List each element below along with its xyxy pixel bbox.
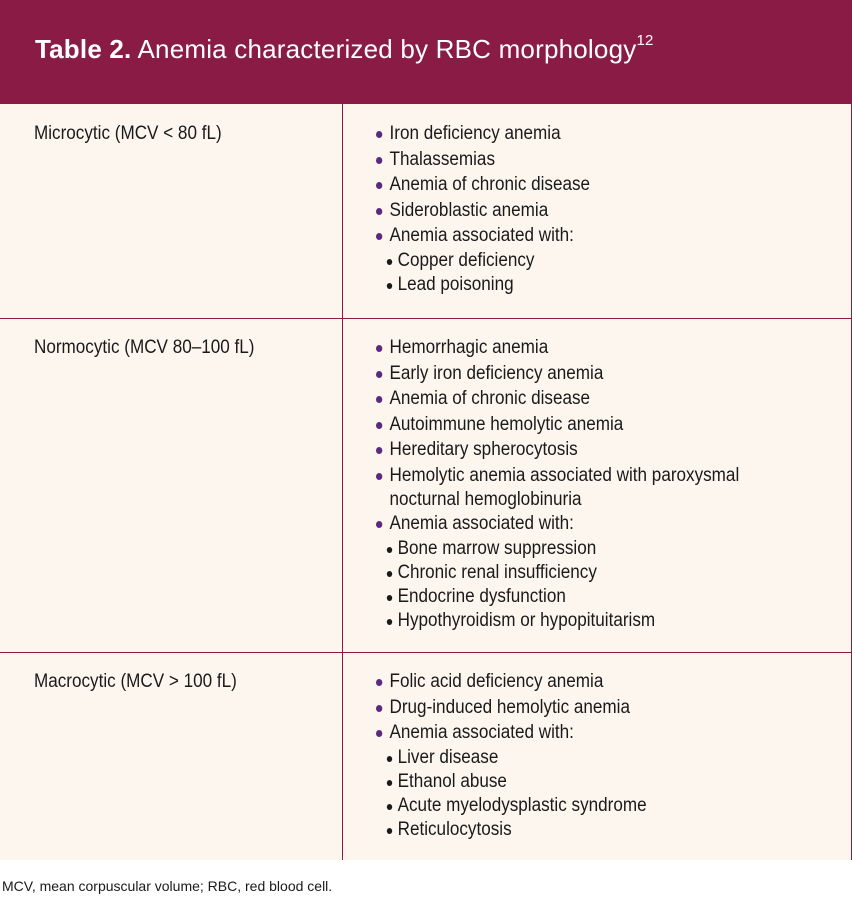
list-item: Sideroblastic anemia bbox=[376, 198, 590, 224]
sub-list-item: Ethanol abuse bbox=[376, 770, 647, 794]
list-item: Thalassemias bbox=[376, 147, 590, 173]
list-item: Anemia associated with: bbox=[376, 511, 739, 537]
bullet-icon bbox=[376, 473, 382, 480]
bullet-icon bbox=[376, 345, 382, 352]
list-item: Folic acid deficiency anemia bbox=[376, 669, 647, 695]
table-number: Table 2. bbox=[35, 34, 132, 64]
bullet-icon bbox=[376, 233, 382, 240]
table-title bbox=[35, 34, 654, 65]
bullet-icon bbox=[387, 780, 392, 786]
sub-list-item: Bone marrow suppression bbox=[376, 537, 739, 561]
bullet-icon bbox=[376, 131, 382, 138]
sub-list-item: Copper deficiency bbox=[376, 249, 590, 273]
list-item: Anemia of chronic disease bbox=[376, 386, 739, 412]
bullet-icon bbox=[387, 547, 392, 553]
category-cell: Macrocytic (MCV > 100 fL) bbox=[34, 671, 237, 692]
bullet-icon bbox=[387, 804, 392, 810]
list-item: Iron deficiency anemia bbox=[376, 121, 590, 147]
bullet-icon bbox=[376, 157, 382, 164]
sub-list-item: Endocrine dysfunction bbox=[376, 585, 739, 609]
category-cell: Normocytic (MCV 80–100 fL) bbox=[34, 337, 255, 358]
list-item: Anemia associated with: bbox=[376, 720, 647, 746]
sub-list-item: Acute myelodysplastic syndrome bbox=[376, 794, 647, 818]
list-item: Anemia of chronic disease bbox=[376, 172, 590, 198]
bullet-icon bbox=[387, 571, 392, 577]
column-divider bbox=[342, 104, 343, 860]
cause-list bbox=[376, 669, 677, 842]
table-row-microcytic bbox=[0, 104, 852, 319]
sub-list-item: Hypothyroidism or hypopituitarism bbox=[376, 609, 739, 633]
bullet-icon bbox=[376, 730, 382, 737]
bullet-icon bbox=[376, 679, 382, 686]
bullet-icon bbox=[387, 595, 392, 601]
sub-list-item: Liver disease bbox=[376, 746, 647, 770]
list-item: Hereditary spherocytosis bbox=[376, 437, 739, 463]
bullet-icon bbox=[376, 371, 382, 378]
list-item: Anemia associated with: bbox=[376, 223, 590, 249]
bullet-icon bbox=[376, 422, 382, 429]
category-cell: Microcytic (MCV < 80 fL) bbox=[34, 123, 222, 144]
bullet-icon bbox=[387, 619, 392, 625]
list-item: Autoimmune hemolytic anemia bbox=[376, 412, 739, 438]
sub-list-item: Reticulocytosis bbox=[376, 818, 647, 842]
list-item: Drug-induced hemolytic anemia bbox=[376, 695, 647, 721]
bullet-icon bbox=[376, 447, 382, 454]
bullet-icon bbox=[387, 756, 392, 762]
bullet-icon bbox=[376, 705, 382, 712]
bullet-icon bbox=[376, 396, 382, 403]
footnote: MCV, mean corpuscular volume; RBC, red blood cell. bbox=[2, 878, 333, 894]
table-title-text: Anemia characterized by RBC morphology bbox=[131, 34, 637, 64]
cause-list bbox=[376, 335, 780, 633]
reference-superscript: 12 bbox=[636, 32, 654, 49]
bullet-icon bbox=[387, 828, 392, 834]
bullet-icon bbox=[387, 259, 392, 265]
bullet-icon bbox=[387, 283, 392, 289]
cause-list bbox=[376, 121, 614, 297]
sub-list-item: Lead poisoning bbox=[376, 273, 590, 297]
bullet-icon bbox=[376, 182, 382, 189]
sub-list-item: Chronic renal insufficiency bbox=[376, 561, 739, 585]
list-item: Hemorrhagic anemia bbox=[376, 335, 739, 361]
bullet-icon bbox=[376, 521, 382, 528]
bullet-icon bbox=[376, 208, 382, 215]
table-row-normocytic bbox=[0, 318, 852, 653]
table-row-macrocytic bbox=[0, 652, 852, 860]
list-item: Hemolytic anemia associated with paroxysmal nocturnal hemoglobinuria bbox=[376, 463, 739, 512]
list-item: Early iron deficiency anemia bbox=[376, 361, 739, 387]
table-header bbox=[0, 0, 852, 104]
